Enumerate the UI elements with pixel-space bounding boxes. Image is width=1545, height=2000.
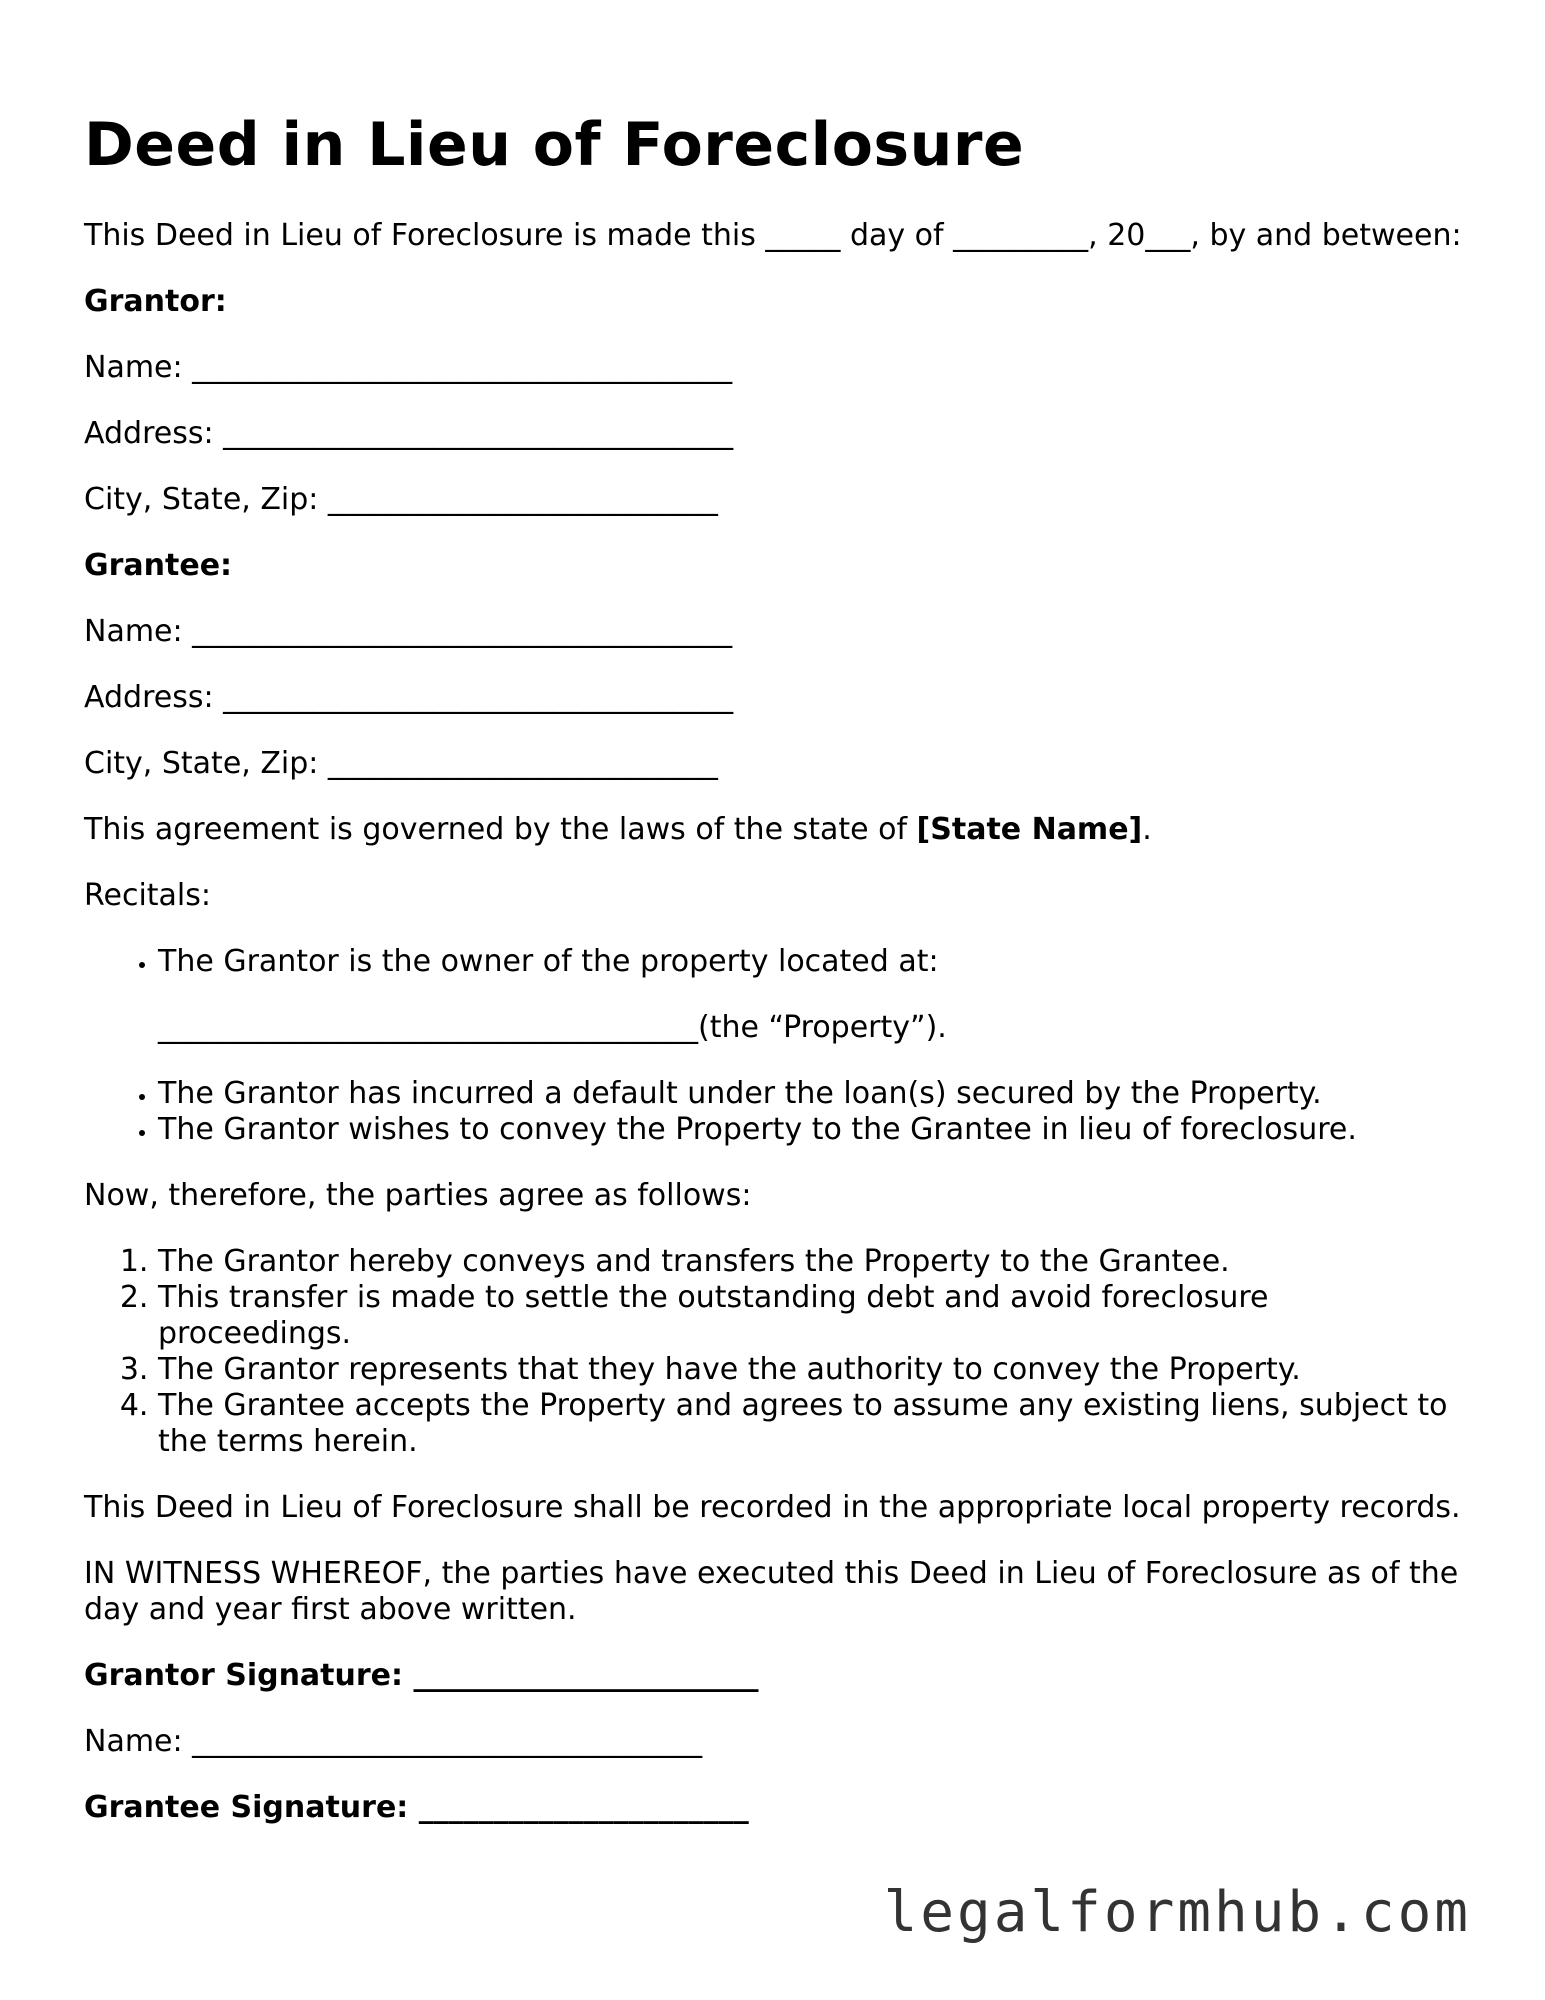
agreement-list xyxy=(84,1244,1464,1460)
agreement-heading: Now, therefore, the parties agree as follows: xyxy=(84,1178,752,1213)
governing-law-paragraph xyxy=(84,812,1464,848)
document-page xyxy=(84,104,1468,1856)
watermark-logo: legalformhub.com xyxy=(883,1880,1471,1945)
intro-paragraph: This Deed in Lieu of Foreclosure is made this _____ day of _________, 20___, by and between: xyxy=(84,218,1462,253)
property-address-line: ____________________________________(the “Property”). xyxy=(158,1010,947,1045)
document-title: Deed in Lieu of Foreclosure xyxy=(84,110,1025,180)
grantee-address-field: Address: __________________________________ xyxy=(84,680,734,715)
grantor-signature-name-line: Name: __________________________________ xyxy=(84,1724,703,1759)
recording-paragraph: This Deed in Lieu of Foreclosure shall be recorded in the appropriate local property records. xyxy=(84,1490,1461,1525)
agreement-item: 1. The Grantor hereby conveys and transfers the Property to the Grantee. xyxy=(158,1244,1464,1280)
agreement-item: 4. The Grantee accepts the Property and agrees to assume any existing liens, subject to the terms herein. xyxy=(158,1388,1464,1460)
agreement-item: 3. The Grantor represents that they have the authority to convey the Property. xyxy=(158,1352,1464,1388)
grantee-heading: Grantee: xyxy=(84,548,233,583)
recitals-list xyxy=(84,944,1464,1148)
state-name-placeholder: [State Name] xyxy=(916,812,1143,847)
grantee-name-field: Name: ____________________________________ xyxy=(84,614,733,649)
recital-item-text: The Grantor is the owner of the property located at: xyxy=(158,944,939,979)
recital-item: • The Grantor wishes to convey the Property to the Grantee in lieu of foreclosure. xyxy=(158,1112,1464,1148)
witness-paragraph: IN WITNESS WHEREOF, the parties have executed this Deed in Lieu of Foreclosure as of the day and year first above written. xyxy=(84,1556,1468,1627)
recital-item xyxy=(158,944,1464,1046)
grantee-city-field: City, State, Zip: __________________________ xyxy=(84,746,718,781)
grantor-city-field: City, State, Zip: __________________________ xyxy=(84,482,718,517)
grantor-name-field: Name: ____________________________________ xyxy=(84,350,733,385)
governing-law-prefix: This agreement is governed by the laws of the state of xyxy=(84,812,917,847)
grantee-signature-line: Grantee Signature: ______________________ xyxy=(84,1790,749,1825)
governing-law-suffix: . xyxy=(1142,812,1152,847)
grantor-address-field: Address: __________________________________ xyxy=(84,416,734,451)
recital-item: • The Grantor has incurred a default under the loan(s) secured by the Property. xyxy=(158,1076,1464,1112)
recitals-heading: Recitals: xyxy=(84,878,212,913)
grantor-heading: Grantor: xyxy=(84,284,227,319)
agreement-item: 2. This transfer is made to settle the outstanding debt and avoid foreclosure proceedings. xyxy=(158,1280,1464,1352)
grantor-signature-line: Grantor Signature: _______________________ xyxy=(84,1658,759,1693)
